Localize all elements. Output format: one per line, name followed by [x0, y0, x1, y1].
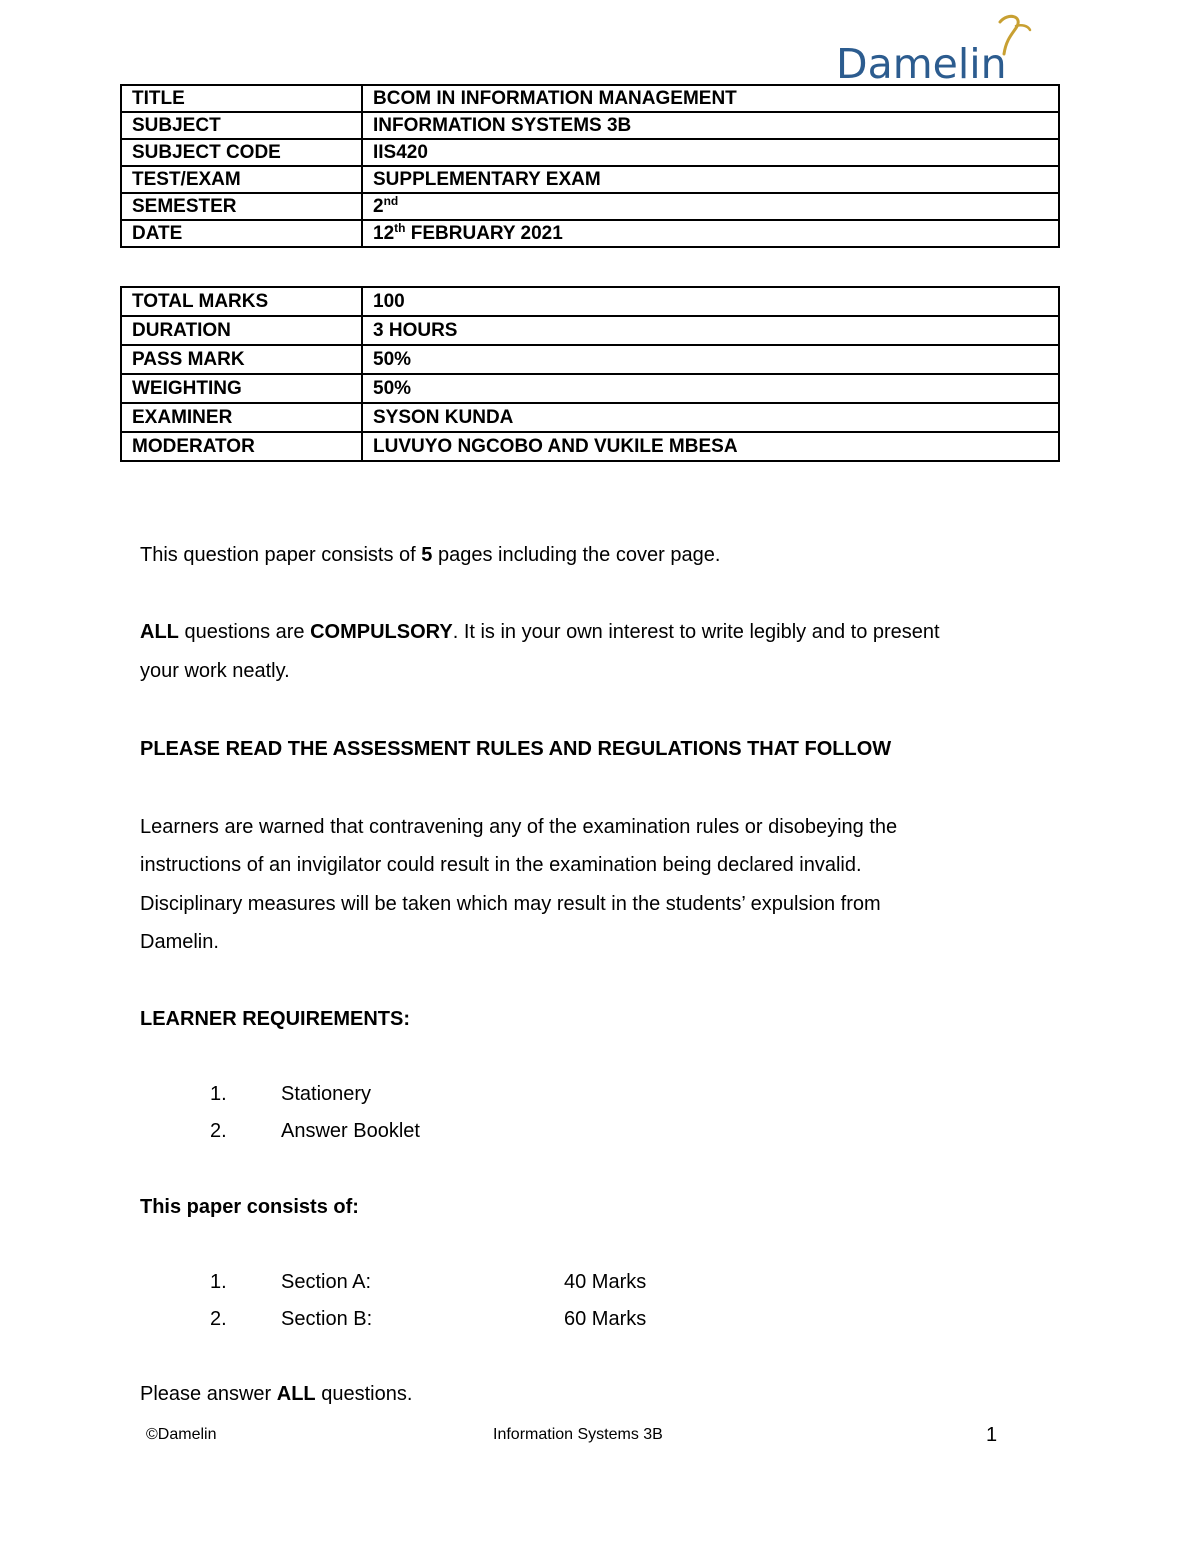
row-label: DURATION — [121, 316, 362, 345]
table-row — [121, 403, 1059, 432]
footer-copyright: ©Damelin — [146, 1426, 217, 1443]
row-label: DATE — [121, 220, 362, 247]
row-label: WEIGHTING — [121, 374, 362, 403]
rules-heading: PLEASE READ THE ASSESSMENT RULES AND REGULATIONS THAT FOLLOW — [140, 738, 892, 760]
row-label: SEMESTER — [121, 193, 362, 220]
row-value: BCOM IN INFORMATION MANAGEMENT — [362, 85, 1059, 112]
logo-text: Damelin — [836, 40, 1007, 88]
table-row — [121, 287, 1059, 316]
row-label: TITLE — [121, 85, 362, 112]
list-item-number: 1. — [210, 1083, 227, 1105]
marks-info-table — [120, 286, 1060, 462]
date-suffix: th — [394, 221, 406, 235]
compulsory-all: ALL — [140, 621, 179, 643]
table-row — [121, 345, 1059, 374]
row-value: 100 — [362, 287, 1059, 316]
row-value: LUVUYO NGCOBO AND VUKILE MBESA — [362, 432, 1059, 461]
compulsory-rest: . It is in your own interest to write legibly and to present — [452, 621, 940, 643]
pages-text-post: pages including the cover page. — [432, 544, 721, 566]
table-row — [121, 193, 1059, 220]
table-row — [121, 316, 1059, 345]
warning-line: Damelin. — [140, 931, 219, 953]
answer-all-pre: Please answer — [140, 1383, 277, 1405]
answer-all-statement — [140, 1384, 412, 1404]
section-name: Section B: — [281, 1308, 373, 1330]
list-item-number: 2. — [210, 1120, 227, 1142]
list-item-number: 2. — [210, 1308, 227, 1330]
table-row — [121, 432, 1059, 461]
paper-heading: This paper consists of: — [140, 1196, 359, 1218]
section-name: Section A: — [281, 1271, 372, 1293]
date-rest: FEBRUARY 2021 — [405, 223, 563, 244]
warning-line: Learners are warned that contravening any of the examination rules or disobeying the — [140, 816, 898, 838]
row-value — [362, 220, 1059, 247]
compulsory-line-2: your work neatly. — [140, 660, 290, 682]
row-value: SUPPLEMENTARY EXAM — [362, 166, 1059, 193]
row-label: MODERATOR — [121, 432, 362, 461]
table-row — [121, 166, 1059, 193]
row-value: 50% — [362, 345, 1059, 374]
row-label: SUBJECT CODE — [121, 139, 362, 166]
semester-suffix: nd — [383, 194, 399, 208]
section-marks: 60 Marks — [564, 1308, 647, 1330]
row-label: TEST/EXAM — [121, 166, 362, 193]
row-label: TOTAL MARKS — [121, 287, 362, 316]
answer-all-post: questions. — [315, 1383, 413, 1405]
row-label: SUBJECT — [121, 112, 362, 139]
table-row — [121, 139, 1059, 166]
date-day: 12 — [373, 223, 395, 244]
compulsory-line-1 — [140, 622, 940, 642]
row-label: PASS MARK — [121, 345, 362, 374]
row-value: INFORMATION SYSTEMS 3B — [362, 112, 1059, 139]
compulsory-mid: questions are — [178, 621, 311, 643]
table-row — [121, 112, 1059, 139]
list-item: Answer Booklet — [281, 1120, 420, 1142]
list-item-number: 1. — [210, 1271, 227, 1293]
footer-subject: Information Systems 3B — [493, 1426, 663, 1443]
exam-info-table — [120, 84, 1060, 248]
pages-count: 5 — [421, 544, 433, 566]
row-label: EXAMINER — [121, 403, 362, 432]
damelin-logo — [836, 14, 1062, 86]
semester-number: 2 — [373, 196, 384, 217]
compulsory-word: COMPULSORY — [310, 621, 453, 643]
page-number: 1 — [986, 1424, 998, 1446]
row-value: IIS420 — [362, 139, 1059, 166]
warning-line: instructions of an invigilator could result in the examination being declared invalid. — [140, 854, 862, 876]
row-value: 3 HOURS — [362, 316, 1059, 345]
table-row — [121, 374, 1059, 403]
pages-text-pre: This question paper consists of — [140, 544, 422, 566]
row-value: 50% — [362, 374, 1059, 403]
requirements-heading: LEARNER REQUIREMENTS: — [140, 1008, 411, 1030]
section-marks: 40 Marks — [564, 1271, 647, 1293]
answer-all-emphasis: ALL — [276, 1383, 316, 1405]
table-row — [121, 85, 1059, 112]
row-value: SYSON KUNDA — [362, 403, 1059, 432]
pages-statement — [140, 545, 720, 565]
list-item: Stationery — [281, 1083, 372, 1105]
table-row — [121, 220, 1059, 247]
row-value — [362, 193, 1059, 220]
warning-line: Disciplinary measures will be taken which may result in the students’ expulsion from — [140, 893, 881, 915]
